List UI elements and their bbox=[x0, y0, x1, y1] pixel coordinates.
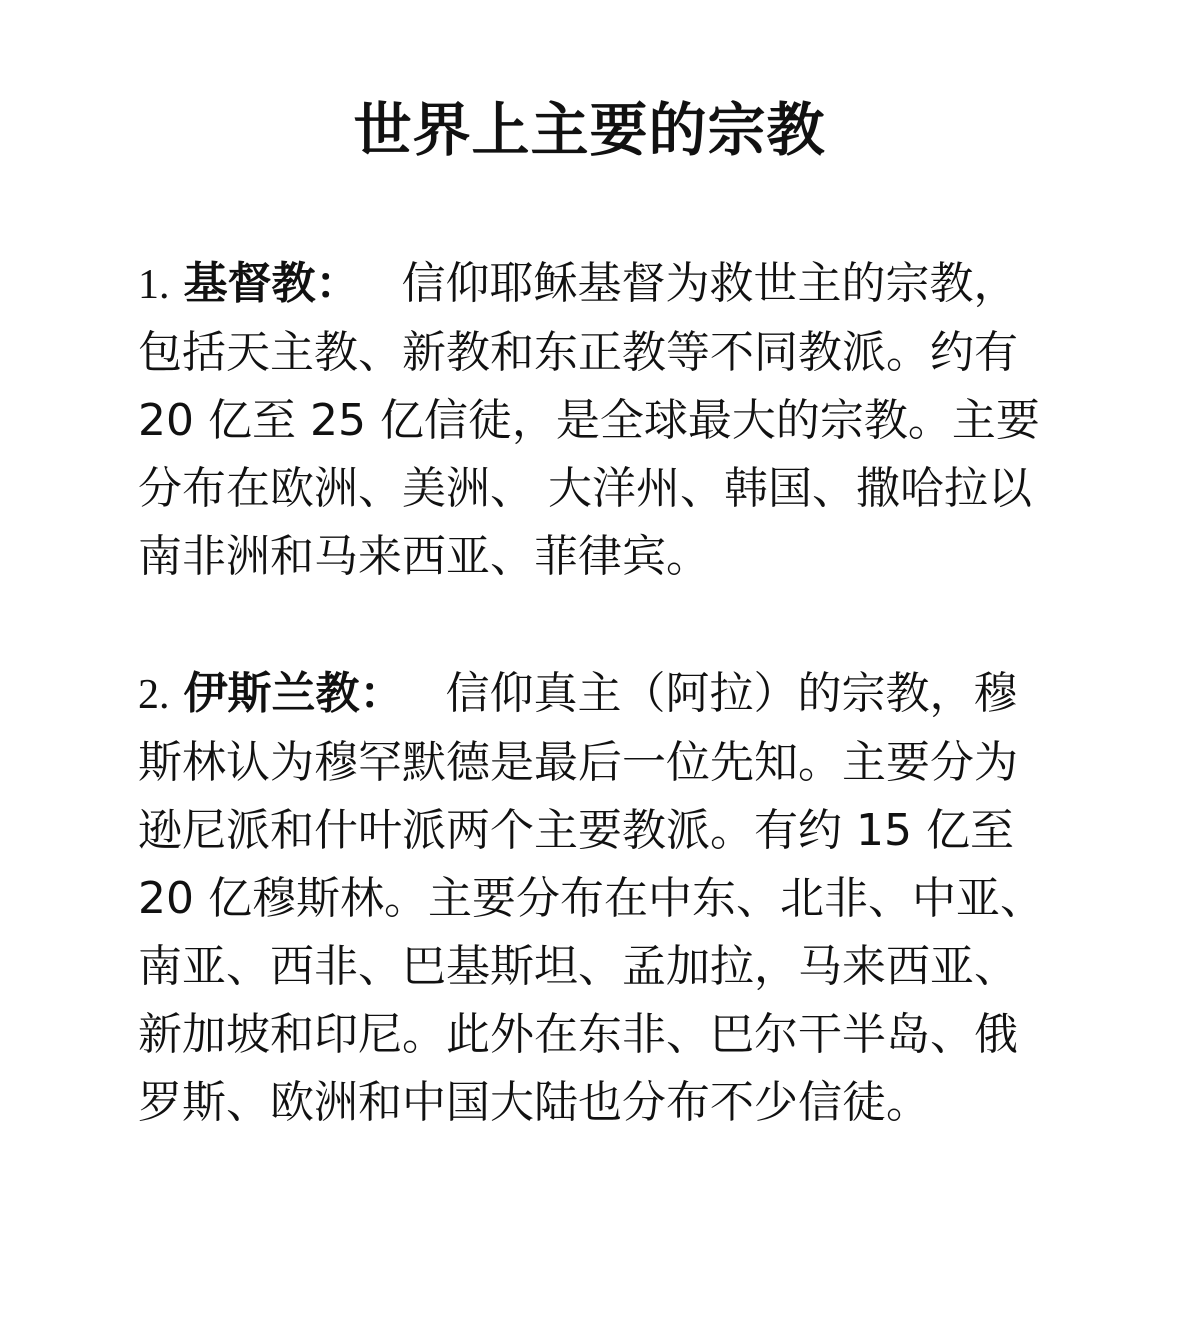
section-number: 2. bbox=[138, 672, 170, 718]
section-heading: 伊斯兰教： bbox=[183, 668, 404, 719]
section-christianity bbox=[138, 250, 1048, 591]
section-body: 信仰真主（阿拉）的宗教，穆斯林认为穆罕默德是最后一位先知。主要分为逊尼派和什叶派两个主要教派。有约 15 亿至 20 亿穆斯林。主要分布在中东、北非、中亚、 南亚、西非、巴基斯坦、孟加拉，马来西亚、新加坡和印尼。此外在东非、巴尔干半岛、俄罗斯、欧洲和中国大陆也分布不少信徒。 bbox=[138, 668, 1044, 1128]
section-islam bbox=[138, 660, 1048, 1137]
section-body: 信仰耶稣基督为救世主的宗教，包括天主教、新教和东正教等不同教派。约有 20 亿至 25 亿信徒，是全球最大的宗教。主要分布在欧洲、美洲、 大洋州、韩国、撒哈拉以南非洲和马来西亚、菲律宾。 bbox=[138, 258, 1040, 582]
section-heading: 基督教： bbox=[183, 258, 360, 309]
page-title: 世界上主要的宗教 bbox=[353, 96, 826, 164]
section-number: 1. bbox=[138, 262, 170, 308]
